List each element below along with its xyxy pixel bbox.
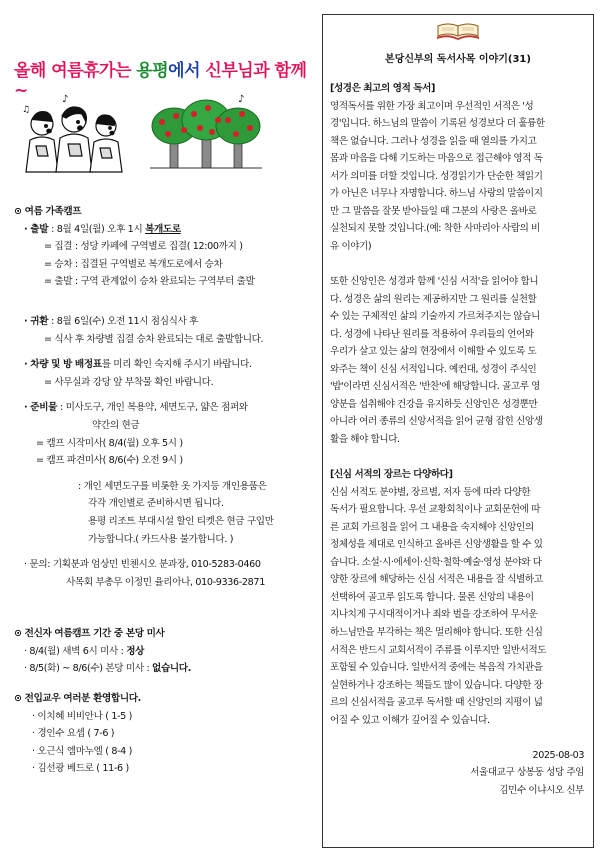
column-section-head: [신심 서적의 장르는 다양하다] <box>330 469 453 481</box>
column-line: 활을 해야 합니다. <box>330 433 400 445</box>
column-line: 다. 성경에 나타난 원리를 적용하여 우리들의 언어와 <box>330 328 534 340</box>
column-line: 또한 신앙인은 성경과 함께 '신심 서적'을 읽어야 합니 <box>330 276 539 288</box>
singing-people-icon <box>18 92 128 174</box>
music-note-icon: ♪ <box>238 94 245 105</box>
column-title: 본당신부의 독서사목 이야기(31) <box>385 54 531 65</box>
column-line: 독서가 필요합니다. 우선 교황회칙이나 교회문헌에 따 <box>330 504 540 516</box>
column-line: 지나치게 구시대적이거나 죄와 벌을 강조하여 무서운 <box>330 609 538 621</box>
column-line: 서가 의미를 더할 것입니다. 성경읽기가 단순한 책읽기 <box>330 170 543 182</box>
column-line: 하느님만을 부각하는 책은 멀리해야 합니다. 또한 신심 <box>330 626 543 638</box>
camp-return-sub: = 식사 후 차량별 집결 승차 완료되는 대로 출발합니다. <box>44 333 264 345</box>
camp-leave: = 출발 : 구역 관계없이 승차 완료되는 구역부터 출발 <box>44 276 255 288</box>
svg-text:♪: ♪ <box>62 94 69 105</box>
camp-contact-2: 사목회 부총무 이정민 율리아나, 010-9336-2871 <box>66 576 265 588</box>
apple-trees-icon <box>150 98 262 170</box>
column-line: 몸과 마음을 다해 기도하는 마음으로 접근해야 영적 독 <box>330 153 543 165</box>
column-line: 실현하거나 강조하는 책들도 많이 있습니다. 다양한 장 <box>330 679 543 691</box>
column-line: 가 아닌은 너무나 자명합니다. 하느님 사랑의 말씀이지 <box>330 188 543 200</box>
column-line: '밥'이라면 신심서적은 '반찬'에 해당합니다. 골고루 영 <box>330 381 540 393</box>
welcome-item: · 김선광 베드로 ( 11-6 ) <box>32 763 129 775</box>
camp-prep-2: 약간의 현금 <box>92 419 140 431</box>
camp-return: · 귀환 : 8월 6일(수) 오전 11시 점심식사 후 <box>24 315 199 327</box>
camp-gather: = 집결 : 성당 카페에 구역별로 집결( 12:00까지 ) <box>44 241 243 253</box>
column-line: 만 그 말씀을 잘못 받아들일 때 그분의 사랑은 올바로 <box>330 205 537 217</box>
headline-part-1: 올해 여름휴가는 <box>14 61 137 81</box>
camp-note-1: : 개인 세면도구를 비롯한 옷 가지등 개인용품은 <box>78 480 267 492</box>
welcome-header: ⊙ 전입교우 여러분 환영합니다. <box>14 693 141 705</box>
column-date: 2025-08-03 <box>532 749 584 761</box>
mass-line-2: · 8/5(화) ~ 8/6(수) 본당 미사 : 없습니다. <box>24 663 191 675</box>
column-line: 선택하여 골고루 읽도록 합니다. 물론 신앙의 내용이 <box>330 591 534 603</box>
headline-part-4: 신부님과 함께~ <box>14 61 307 101</box>
column-line: 수 있는 구체적인 삶의 기술까지 가르쳐주지는 않습니 <box>330 311 540 323</box>
column-body <box>330 80 588 799</box>
camp-note-4: 가능합니다.( 카드사용 불가합니다. ) <box>88 533 234 545</box>
headline-part-3: 에서 <box>168 61 206 81</box>
column-org: 서울대교구 상봉동 성당 주임 <box>470 767 584 779</box>
column-line: 어질 수 있고 이해가 깊어질 수 있습니다. <box>330 714 490 726</box>
column-line: 실천되지 못할 것입니다.(예: 착한 사마리아 사람의 비 <box>330 223 540 235</box>
column-line: 와주는 책이 신심 서적입니다. 예컨대, 성경이 주식인 <box>330 363 537 375</box>
column-line: 영적독서를 위한 가장 최고이며 우선적인 서적은 '성 <box>330 100 534 112</box>
column-line: 른 교회 가르침을 읽어 그 내용을 숙지해야 신앙인의 <box>330 521 534 533</box>
camp-note-2: 각각 개인별로 준비하시면 됩니다. <box>88 498 224 510</box>
svg-text:♫: ♫ <box>22 105 31 115</box>
left-column <box>14 203 314 778</box>
camp-note-3: 용평 리조트 부대시설 할인 티켓은 현금 구입만 <box>88 515 274 527</box>
column-line: 다. 성경은 삶의 원리는 제공하지만 그 원리를 실천할 <box>330 293 537 305</box>
open-book-icon <box>436 20 480 42</box>
mass-line-1: · 8/4(월) 새벽 6시 미사 : 정상 <box>24 645 145 657</box>
camp-mass-open: = 캠프 시작미사( 8/4(월) 오후 5시 ) <box>36 437 183 449</box>
column-line: 습니다. 소설·시·에세이·신학·철학·예술·영성 분야와 다 <box>330 556 542 568</box>
column-line: 르의 신심서적을 골고루 독서할 때 신앙인의 지평이 넓 <box>330 697 543 709</box>
column-line: 서적은 반드시 교회서적이 주류를 이루지만 일반서적도 <box>330 644 547 656</box>
welcome-item: · 오근식 엠마누엘 ( 8-4 ) <box>32 745 133 757</box>
column-line: 양한 장르에 해당하는 신심 서적은 내용을 잘 식별하고 <box>330 574 543 586</box>
camp-header: ⊙ 여름 가족캠프 <box>14 206 82 217</box>
camp-prep: · 준비물 : 미사도구, 개인 복용약, 세면도구, 얇은 점퍼와 <box>24 402 248 414</box>
column-line: 우리가 살고 있는 삶의 현장에서 이해할 수 있도록 도 <box>330 346 537 358</box>
camp-board: = 승차 : 집결된 구역별로 복개도로에서 승차 <box>44 258 223 270</box>
headline-part-2: 용평 <box>136 61 169 81</box>
camp-vehicle-sub: = 사무실과 강당 앞 부착물 확인 바랍니다. <box>44 376 214 388</box>
column-line: 양분을 섭취해야 건강을 유지하듯 신앙인은 성경뿐만 <box>330 398 538 410</box>
column-line: 신심 서적도 분야별, 장르별, 저자 등에 따라 다양한 <box>330 486 531 498</box>
welcome-item: · 경인수 요셉 ( 7-6 ) <box>32 728 115 740</box>
camp-vehicle: · 차량 및 방 배정표를 미리 확인 숙지해 주시기 바랍니다. <box>24 359 252 371</box>
column-line: 포함될 수 있습니다. 일반서적 중에는 복음적 가치관을 <box>330 662 543 674</box>
camp-mass-close: = 캠프 파견미사( 8/6(수) 오전 9시 ) <box>36 455 183 467</box>
depart-place: 복개도로 <box>145 223 181 235</box>
camp-depart: · 출발 : 8월 4일(월) 오후 1시 복개도로 <box>24 223 181 235</box>
column-line: 유 이야기) <box>330 240 372 252</box>
column-section-head: [성경은 최고의 영적 독서] <box>330 83 435 94</box>
welcome-item: · 이치혜 비비안나 ( 1-5 ) <box>32 710 133 722</box>
column-line: 경'입니다. 하느님의 말씀이 기록된 성경보다 더 훌륭한 <box>330 118 545 130</box>
column-line: 정체성을 제대로 인식하고 올바른 신앙생활을 할 수 있 <box>330 539 543 551</box>
mass-schedule-header: ⊙ 전신자 여름캠프 기간 중 본당 미사 <box>14 628 165 640</box>
column-line: 아니라 여러 종류의 신앙서적을 읽어 균형 잡힌 신앙생 <box>330 416 543 428</box>
column-author: 김민수 이냐시오 신부 <box>499 784 584 796</box>
camp-contact-1: · 문의: 기획분과 엄상민 빈첸시오 분과장, 010-5283-0460 <box>24 559 261 571</box>
column-line: 책은 없습니다. 그러나 성경을 읽을 때 열의를 가지고 <box>330 135 537 147</box>
